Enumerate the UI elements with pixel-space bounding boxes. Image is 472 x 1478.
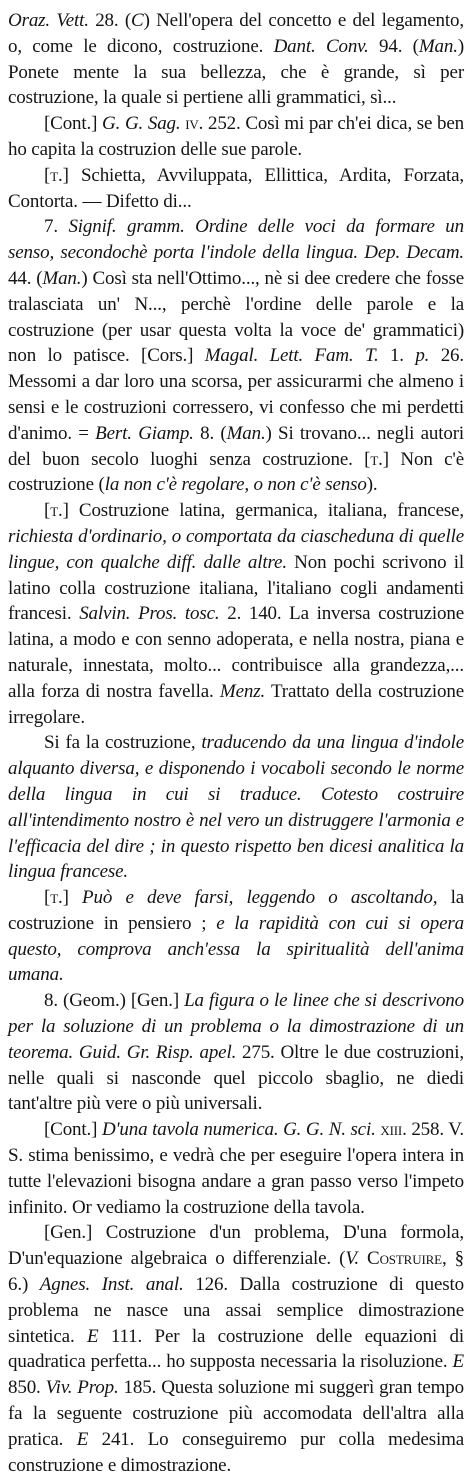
text-run: Oraz. Vett. <box>8 10 89 31</box>
text-run: ] <box>62 887 83 909</box>
text-run: e la rapidità con cui si opera questo, comprova anch'essa la spiritualità dell'anima umana. <box>8 912 465 986</box>
text-run <box>359 1248 367 1269</box>
text-run: Man. <box>418 35 458 57</box>
text-run: 2. 140. La inversa costruzione latina, a modo e con senno adoperata, e nella nostra, piana e naturale, innestata, molto... contribuisce alla grandezza,... alla forza di nostra favella. <box>8 603 464 702</box>
text-run: ) Così sta nell'Ottimo..., nè si dee credere che fosse tralasciata un' N..., perchè l'ordine delle parole e la costruzione (per usar questa volta la voce de' grammatici) non lo patisce. [Cors.] <box>8 267 465 367</box>
text-run: [Cont.] <box>44 113 103 135</box>
entry-paragraph <box>8 8 464 111</box>
text-run: ] Costruzione latina, germanica, italiana, francese, <box>62 500 464 522</box>
text-run: D'una tavola numerica. G. G. N. sci. <box>101 1119 376 1141</box>
text-run: ) Ponete mente la sua bellezza, che è grande, sì per costruzione, la quale si pertiene alli grammatici, sì... <box>8 35 464 109</box>
entry-paragraph <box>8 498 464 730</box>
text-run: xiii <box>380 1119 403 1141</box>
text-run: iv <box>185 113 199 135</box>
text-run: Salvin. Pros. tosc. <box>79 603 220 625</box>
entry-paragraph <box>8 214 464 498</box>
entry-paragraph <box>8 1220 464 1478</box>
text-run: 26. Messomi a dar loro una scorsa, per assicurarmi che almeno i sensi e le costruzioni corressero, vi confesso che mi perdetti d'animo. = <box>8 345 464 444</box>
text-run: C <box>131 10 144 31</box>
text-run: 1. <box>378 345 416 367</box>
text-run: 94. ( <box>368 35 419 57</box>
text-run: 7. <box>44 216 69 238</box>
text-run: [ <box>44 500 51 522</box>
text-run: t. <box>50 500 63 522</box>
text-run: la costruzione in pensiero ; <box>8 887 464 934</box>
text-run: traducendo da una lingua d'indole alquanto diversa, e disponendo i vocaboli secondo le norme della lingua in cui si traduce. Cotesto costruire all'intendimento nostro è nel vero un distruggere l'armonia e l'efficacia del dire ; in questo rispetto ben dicesi analitica la lingua francese. <box>8 732 464 883</box>
text-run: La figura o le linee che si descrivono per la soluzione di un problema o la dimostrazione di un teorema. Guid. Gr. Risp. apel. <box>8 990 464 1063</box>
text-run: ). <box>366 474 378 496</box>
text-run: E <box>452 1351 464 1373</box>
text-run: t. <box>50 164 63 186</box>
text-run: Trattato della costruzione irregolare. <box>8 680 465 728</box>
text-run: Man. <box>42 267 82 289</box>
text-run: [Cont.] <box>44 1119 102 1141</box>
text-run: Si fa la costruzione, <box>44 732 202 754</box>
text-run: V. <box>345 1248 359 1270</box>
text-run: Menz. <box>219 680 266 702</box>
text-run: E <box>86 1325 99 1347</box>
text-run: 126. Dalla costruzione di questo problema ne nasce una assai semplice dimostrazione sintetica. <box>8 1274 465 1347</box>
text-run: 850. <box>8 1377 46 1399</box>
text-run: p. <box>415 345 430 367</box>
text-run: G. G. Sag. <box>102 113 181 135</box>
text-run: ] Non c'è costruzione ( <box>8 448 464 496</box>
text-run: 185. Questa soluzione mi suggerì gran tempo fa la seguente costruzione più accomodata dell'altra alla pratica. <box>8 1377 464 1450</box>
entry-paragraph <box>8 730 464 885</box>
entry-paragraph <box>8 988 464 1117</box>
text-run: [ <box>44 164 51 186</box>
text-run: Magal. Lett. Fam. T. <box>204 345 379 367</box>
text-run: ) Si trovano... negli autori del buon secolo luoghi senza costruzione. [ <box>8 422 464 470</box>
text-run: ) Nell'opera del concetto e del legamento, o, come le dicono, costruzione. <box>8 10 464 57</box>
text-run: . 252. Così mi par ch'ei dica, se ben ho capita la costruzion delle sue parole. <box>8 113 465 160</box>
text-run: , § 6.) <box>8 1248 465 1296</box>
text-run: t. <box>50 887 63 909</box>
text-run: t. <box>370 448 383 470</box>
text-run: 44. ( <box>8 267 43 289</box>
text-run: Viv. Prop. <box>45 1377 119 1399</box>
text-run: [ <box>44 887 51 909</box>
text-run: Dant. Conv. <box>273 35 369 57</box>
entry-paragraph <box>8 163 464 215</box>
text-run: E <box>76 1428 89 1450</box>
text-run: 8. (Geom.) [Gen.] <box>44 990 185 1012</box>
entry-paragraph <box>8 885 464 988</box>
entry-paragraph <box>8 111 464 163</box>
text-run: 275. Oltre le due costruzioni, nelle quali si nasconde quel piccolo sbaglio, ne diedi tant'altre più vere o più universali. <box>8 1041 464 1115</box>
text-run: 28. ( <box>88 10 132 31</box>
text-run: ] Schietta, Avviluppata, Ellittica, Ardita, Forzata, Contorta. — Difetto di... <box>8 164 464 212</box>
text-run: 111. Per la costruzione delle equazioni di quadratica perfetta... ho supposta necessaria la risoluzione. <box>8 1325 464 1373</box>
entry-paragraph <box>8 1117 464 1220</box>
text-run: 8. ( <box>193 422 227 444</box>
text-run: richiesta d'ordinario, o comportata da ciascheduna di quelle lingue, con qualche diff. dalle altre. <box>8 525 464 573</box>
text-run: Man. <box>226 422 266 444</box>
text-run: Può e deve farsi, leggendo o ascoltando, <box>82 887 438 909</box>
text-run: . 258. V. S. stima benissimo, e vedrà che per eseguire l'opera intera in tutte l'elevazioni bisogna andare a gran passo verso l'impeto infinito. Or vediamo la costruzione della tavola. <box>8 1119 464 1218</box>
text-run: Signif. gramm. Ordine delle voci da formare un senso, secondochè porta l'indole della lingua. Dep. Decam. <box>8 216 464 264</box>
text-run: Agnes. Inst. anal. <box>39 1274 184 1296</box>
text-run: Bert. Giamp. <box>95 422 194 444</box>
text-run: Costruire <box>367 1248 442 1270</box>
text-run: 241. Lo conseguiremo pur colla medesima construzione e dimostrazione. <box>8 1428 464 1476</box>
text-run: la non c'è regolare, o non c'è senso <box>104 474 367 496</box>
text-run: Non pochi scrivono il latino colla costruzione italiana, l'italiano cogli andamenti francesi. <box>8 551 464 625</box>
text-run: [Gen.] Costruzione d'un problema, D'una formola, D'un'equazione algebraica o differenziale. ( <box>8 1222 464 1270</box>
